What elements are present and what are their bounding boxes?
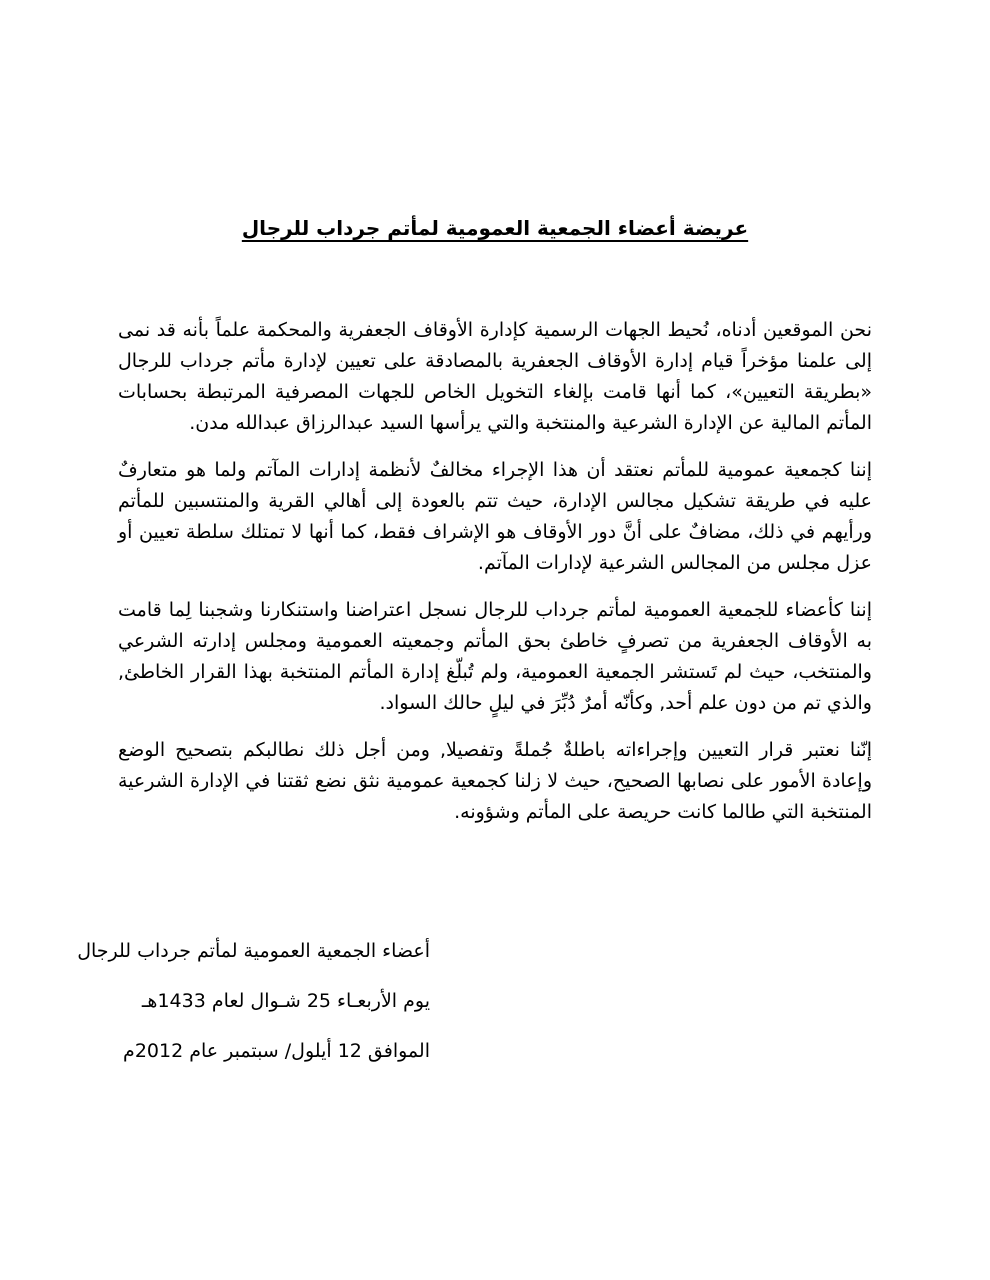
paragraph-4: إنّنا نعتبر قرار التعيين وإجراءاته باطلةٌ جُملةً وتفصيلا, ومن أجل ذلك نطالبكم بتصحيح الوضع وإعادة الأمور على نصابها الصحيح، حيث لا زلنا كجمعية عمومية نثق نضع ثقتنا في الإدارة الشرعية المنتخبة التي طالما كانت حريصة على المأتم وشؤونه.	[118, 739, 872, 823]
signatories-line: أعضاء الجمعية العمومية لمأتم جرداب للرجال	[77, 940, 430, 962]
hijri-date: يوم الأربعـاء 25 شـوال لعام 1433هـ	[141, 990, 430, 1012]
paragraph-3: إننا كأعضاء للجمعية العمومية لمأتم جرداب للرجال نسجل اعتراضنا واستنكارنا وشجبنا لِما قامت به الأوقاف الجعفرية من تصرفٍ خاطئ بحق المأتم وجمعيته العمومية ومجلس إدارته الشرعي والمنتخب، حيث لم تَستشر الجمعية العمومية، ولم تُبلّغ إدارة المأتم المنتخبة بهذا القرار الخاطئ, والذي تم من دون علم أحد, وكأنّه أمرٌ دُبِّرَ في ليلٍ حالك السواد.	[118, 599, 872, 714]
document-title: عريضة أعضاء الجمعية العمومية لمأتم جرداب للرجال	[241, 216, 749, 240]
paragraph-2: إننا كجمعية عمومية للمأتم نعتقد أن هذا الإجراء مخالفٌ لأنظمة إدارات المآتم ولما هو متعارفٌ عليه في طريقة تشكيل مجالس الإدارة، حيث تتم بالعودة إلى أهالي القرية والمنتسبين للمأتم ورأيهم في ذلك، مضافٌ على أنَّ دور الأوقاف هو الإشراف فقط، كما أنها لا تمتلك سلطة تعيين أو عزل مجلس من المجالس الشرعية لإدارات المآتم.	[118, 459, 872, 574]
paragraph-1: نحن الموقعين أدناه، نُحيط الجهات الرسمية كإدارة الأوقاف الجعفرية والمحكمة علماً بأنه قد نمى إلى علمنا مؤخراً قيام إدارة الأوقاف الجعفرية بالمصادقة على تعيين لإدارة مأتم جرداب للرجال «بطريقة التعيين»، كما أنها قامت بإلغاء التخويل الخاص للجهات المصرفية المرتبطة بحسابات المأتم المالية عن الإدارة الشرعية والمنتخبة والتي يرأسها السيد عبدالرزاق عبدالله مدن.	[118, 319, 872, 434]
signoff-block	[77, 940, 430, 1062]
document-body	[118, 315, 872, 844]
gregorian-date: الموافق 12 أيلول/ سبتمبر عام 2012م	[123, 1040, 430, 1062]
